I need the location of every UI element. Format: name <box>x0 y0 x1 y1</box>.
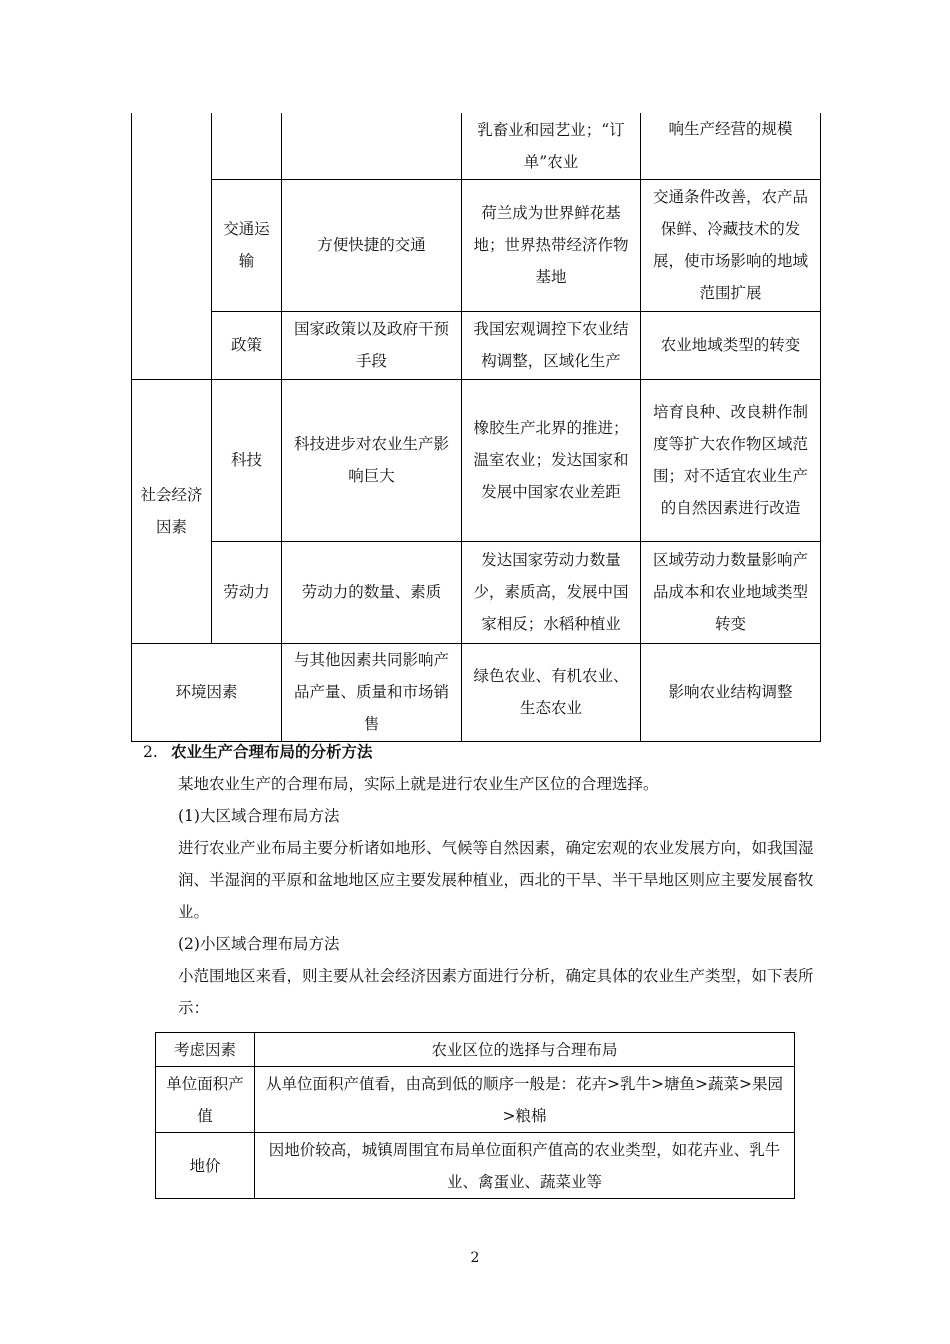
subsection-body: 进行农业产业布局主要分析诸如地形、气候等自然因素，确定宏观的农业发展方向，如我国湿润、半湿润的平原和盆地地区应主要发展种植业，西北的干旱、半干旱地区则应主要发展畜牧业。 <box>178 839 814 921</box>
category-cell: 社会经济因素 <box>132 379 212 643</box>
example-cell: 我国宏观调控下农业结构调整，区域化生产 <box>462 311 641 379</box>
section-number: 2. <box>143 743 158 761</box>
factor-cell-continued <box>212 113 282 179</box>
table-row <box>132 379 821 541</box>
factor-cell: 环境因素 <box>132 643 282 741</box>
small-region-layout-table <box>155 1032 795 1199</box>
description-cell: 从单位面积产值看，由高到低的顺序一般是：花卉>乳牛>塘鱼>蔬菜>果园>粮棉 <box>255 1067 795 1133</box>
effect-cell: 区域劳动力数量影响产品成本和农业地域类型转变 <box>641 541 821 643</box>
factor-cell: 劳动力 <box>212 541 282 643</box>
intro-paragraph: 某地农业生产的合理布局，实际上就是进行农业生产区位的合理选择。 <box>178 775 659 793</box>
subsection-title: (2)小区域合理布局方法 <box>178 935 340 953</box>
category-cell-continued <box>132 113 212 379</box>
factor-cell: 交通运输 <box>212 179 282 311</box>
description-cell: 劳动力的数量、素质 <box>282 541 462 643</box>
example-cell: 乳畜业和园艺业；“订单”农业 <box>462 113 641 179</box>
description-cell: 因地价较高，城镇周围宜布局单位面积产值高的农业类型，如花卉业、乳牛业、禽蛋业、蔬菜业等 <box>255 1133 795 1199</box>
factor-cell: 政策 <box>212 311 282 379</box>
example-cell: 橡胶生产北界的推进；温室农业；发达国家和发展中国家农业差距 <box>462 379 641 541</box>
example-cell: 发达国家劳动力数量少，素质高，发展中国家相反；水稻种植业 <box>462 541 641 643</box>
table-row <box>132 311 821 379</box>
table-row <box>132 179 821 311</box>
subsection-body: 小范围地区来看，则主要从社会经济因素方面进行分析，确定具体的农业生产类型，如下表所示： <box>178 967 814 1017</box>
page-number: 2 <box>470 1250 480 1266</box>
effect-cell: 培育良种、改良耕作制度等扩大农作物区域范围；对不适宜农业生产的自然因素进行改造 <box>641 379 821 541</box>
factor-cell: 单位面积产值 <box>156 1067 255 1133</box>
description-cell: 与其他因素共同影响产品产量、质量和市场销售 <box>282 643 462 741</box>
factor-cell: 地价 <box>156 1133 255 1199</box>
table-row <box>132 113 821 179</box>
description-cell: 方便快捷的交通 <box>282 179 462 311</box>
effect-cell: 交通条件改善，农产品保鲜、冷藏技术的发展，使市场影响的地域范围扩展 <box>641 179 821 311</box>
description-cell: 国家政策以及政府干预手段 <box>282 311 462 379</box>
table-row <box>156 1067 795 1133</box>
table-header-row <box>156 1033 795 1067</box>
subsection-title: (1)大区域合理布局方法 <box>178 807 340 825</box>
effect-cell: 响生产经营的规模 <box>641 113 821 179</box>
factor-cell: 科技 <box>212 379 282 541</box>
column-header: 农业区位的选择与合理布局 <box>255 1033 795 1067</box>
example-cell: 荷兰成为世界鲜花基地；世界热带经济作物基地 <box>462 179 641 311</box>
agriculture-factors-table <box>131 113 821 742</box>
table-row <box>156 1133 795 1199</box>
description-cell: 科技进步对农业生产影响巨大 <box>282 379 462 541</box>
table-row <box>132 643 821 741</box>
table-row <box>132 541 821 643</box>
example-cell: 绿色农业、有机农业、生态农业 <box>462 643 641 741</box>
section-title: 农业生产合理布局的分析方法 <box>171 742 373 761</box>
effect-cell: 农业地域类型的转变 <box>641 311 821 379</box>
description-cell-continued <box>282 113 462 179</box>
effect-cell: 影响农业结构调整 <box>641 643 821 741</box>
column-header: 考虑因素 <box>156 1033 255 1067</box>
section-heading <box>143 740 373 764</box>
